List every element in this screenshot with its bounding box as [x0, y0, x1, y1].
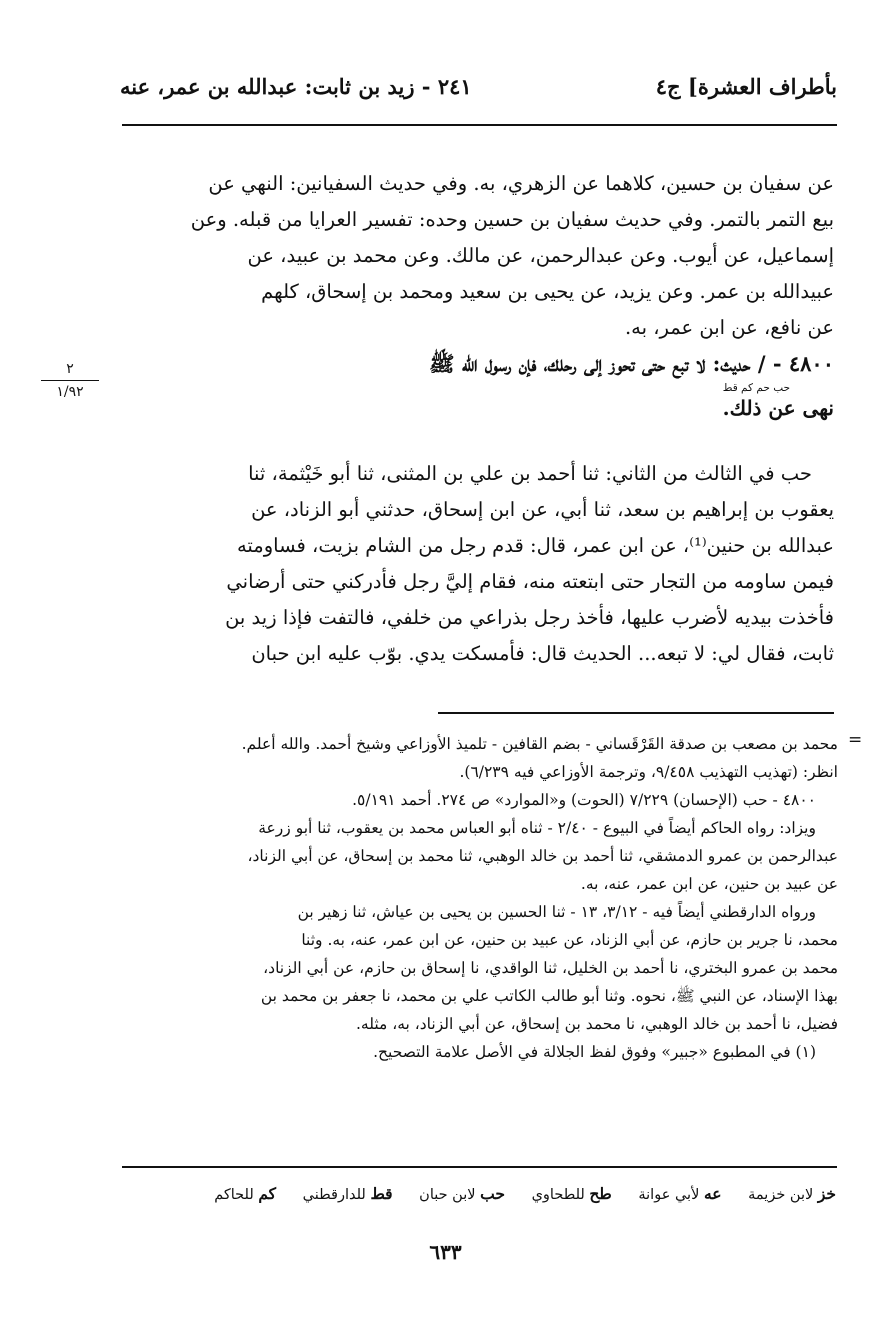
legend-name: لابن حبان [419, 1187, 476, 1203]
legend-item [748, 1184, 836, 1203]
note-line: عبدالرحمن بن عمرو الدمشقي، ثنا أحمد بن خالد الوهبي، ثنا محمد بن إسحاق، عن أبي الزناد، [247, 847, 838, 865]
footnote: (١) في المطبوع «جبير» وفوق لفظ الجلالة في الأصل علامة التصحيح. [373, 1043, 816, 1061]
legend-code: خز [817, 1184, 836, 1203]
note-line: ويزاد: رواه الحاكم أيضاً في البيوع - ٢/٤٠ - ثناه أبو العباس محمد بن يعقوب، ثنا أبو زرعة [258, 819, 816, 837]
text-line: فيمن ساومه من التجار حتى ابتعته منه، فقام إليَّ رجل فأدركني حتى أرضاني [226, 570, 834, 593]
legend-item [638, 1184, 722, 1203]
text-line: عن نافع، عن ابن عمر، به. [624, 316, 834, 339]
running-title: بأطراف العشرة] ج٤ [655, 74, 837, 99]
note-line: ورواه الدارقطني أيضاً فيه - ٣/١٢، ١٣ - ثنا الحسين بن يحيى بن عياش، ثنا زهير بن [297, 903, 816, 921]
margin-note-bar [41, 380, 99, 381]
note-line: محمد بن مصعب بن صدقة القَرْقَساني - بضم القافين - تلميذ الأوزاعي وشيخ أحمد. والله أعلم. [241, 735, 838, 753]
margin-note-top: ٢ [66, 361, 74, 377]
text-line: ثابت، فقال لي: لا تبعه... الحديث قال: فأمسكت يدي. بوّب عليه ابن حبان [251, 642, 834, 665]
text-line: بيع التمر بالتمر. وفي حديث سفيان بن حسين وحده: تفسير العرايا من قبله. وعن [190, 208, 834, 231]
takhrij-line: ٤٨٠٠ - حب (الإحسان) ٧/٢٢٩ (الحوت) و«الموارد» ص ٢٧٤. أحمد ٥/١٩١. [352, 791, 816, 809]
legend-item [302, 1184, 393, 1203]
text-line: حب في الثالث من الثاني: ثنا أحمد بن علي بن المثنى، ثنا أبو خَيْثمة، ثنا [248, 462, 812, 485]
legend-rule [122, 1166, 837, 1168]
legend-name: لابن خزيمة [748, 1187, 814, 1203]
abbreviations-legend [124, 1184, 836, 1203]
note-line: انظر: (تهذيب التهذيب ٩/٤٥٨، وترجمة الأوزاعي فيه ٦/٢٣٩). [459, 763, 838, 781]
hadith-text [128, 456, 834, 672]
text-line: إسماعيل، عن أيوب. وعن عبدالرحمن، عن مالك. وعن محمد بن عبيد، عن [247, 244, 834, 267]
page-number: ٦٣٣ [429, 1240, 462, 1264]
margin-note-bottom: ١/٩٢ [56, 384, 84, 400]
note-line: محمد بن عمرو البختري، نا أحمد بن الخليل، ثنا الواقدي، نا إسحاق بن حازم، عن أبي الزناد، [263, 959, 838, 977]
note-line: محمد، نا جرير بن حازم، عن أبي الزناد، عن عبيد بن حنين، عن ابن عمر، عنه، به. وثنا [301, 931, 838, 949]
margin-note [40, 360, 100, 401]
legend-item [214, 1184, 277, 1203]
legend-code: عه [703, 1184, 722, 1203]
footnotes [128, 730, 838, 1066]
section-title: ٢٤١ - زيد بن ثابت: عبدالله بن عمر، عنه [120, 74, 472, 99]
legend-name: للحاكم [214, 1187, 254, 1203]
legend-code: كم [258, 1184, 277, 1203]
text-line: فأخذت بيديه لأضرب عليها، فأخذ رجل بذراعي من خلفي، فالتفت فإذا زيد بن [225, 606, 834, 629]
note-line: فضيل، نا أحمد بن خالد الوهبي، نا محمد بن إسحاق، عن أبي الزناد، به، مثله. [355, 1015, 838, 1033]
note-line: عن عبيد بن حنين، عن ابن عمر، عنه، به. [580, 875, 838, 893]
hadith-sigla: حب حم كم قط [722, 382, 790, 394]
text-line: عبدالله بن حنين⁽¹⁾، عن ابن عمر، قال: قدم رجل من الشام بزيت، فساومته [236, 534, 834, 557]
legend-code: قط [370, 1184, 393, 1203]
legend-name: للطحاوي [531, 1187, 585, 1203]
text-line: عبيدالله بن عمر. وعن يزيد، عن يحيى بن سعيد ومحمد بن إسحاق، كلهم [261, 280, 834, 303]
legend-item [531, 1184, 612, 1203]
note-line: بهذا الإسناد، عن النبي ﷺ، نحوه. وثنا أبو طالب الكاتب علي بن محمد، نا جعفر بن محمد بن [260, 987, 838, 1005]
main-text [128, 166, 834, 422]
text-line: عن سفيان بن حسين، كلاهما عن الزهري، به. وفي حديث السفيانين: النهي عن [208, 172, 834, 195]
continuation-mark: = [848, 730, 863, 750]
legend-name: لأبي عوانة [638, 1187, 700, 1203]
notes-separator [438, 712, 834, 714]
hadith-continuation: نهى عن ذلك. [722, 396, 834, 420]
legend-item [419, 1184, 505, 1203]
legend-name: للدارقطني [302, 1187, 366, 1203]
legend-code: طح [589, 1184, 612, 1203]
legend-code: حب [480, 1184, 505, 1203]
hadith-heading: ٤٨٠٠ - / حديث: لا تبع حتى تحوز إلى رحلك، فإن رسول الله ﷺ [429, 351, 834, 376]
header-rule [122, 124, 837, 126]
text-line: يعقوب بن إبراهيم بن سعد، ثنا أبي، عن ابن إسحاق، حدثني أبو الزناد، عن [251, 498, 834, 521]
running-header [120, 74, 837, 114]
